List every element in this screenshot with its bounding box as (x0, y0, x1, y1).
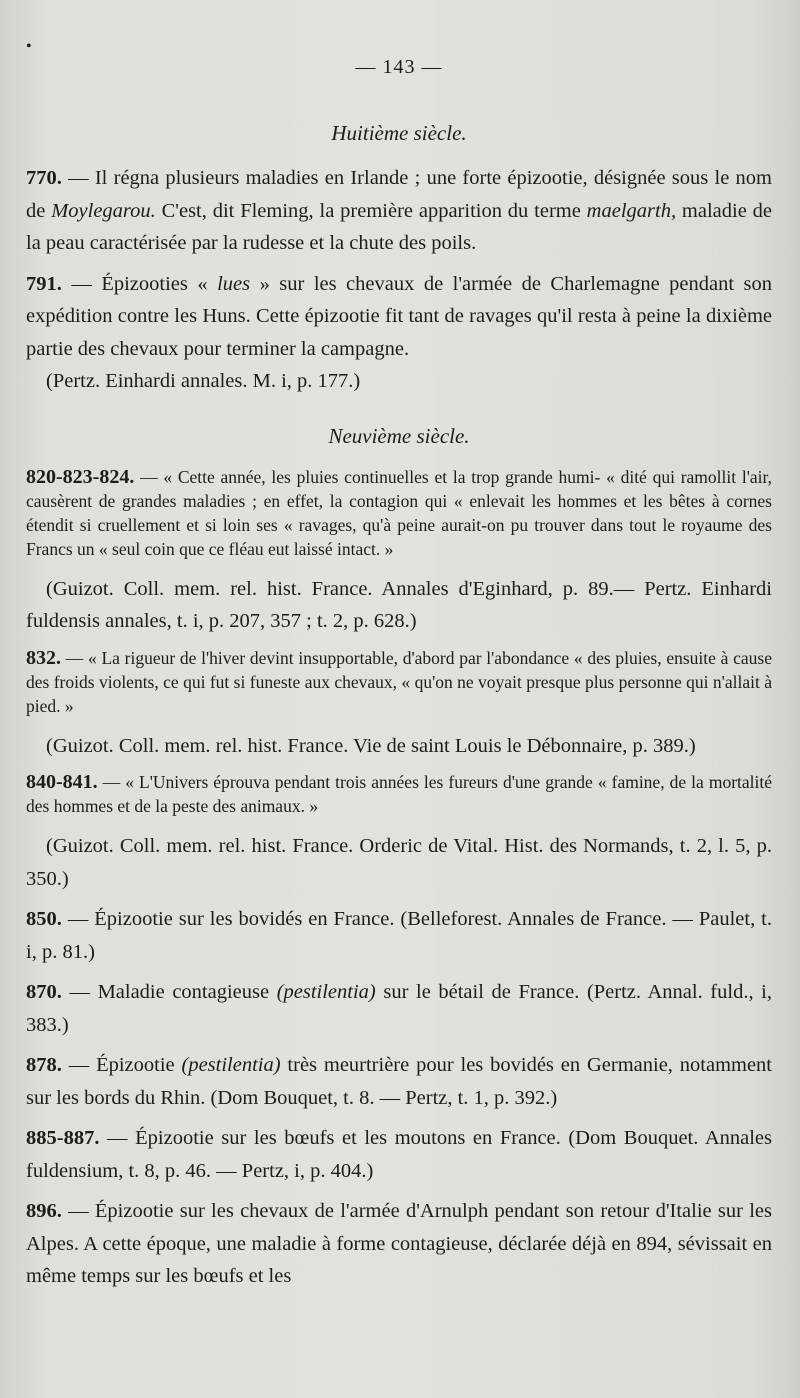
entry-text: sur le bétail de France. (Pertz. Annal. fuld., i, 383.) (26, 981, 772, 1036)
entry-number: 791. (26, 272, 62, 295)
entry-870 (26, 976, 772, 1041)
entry-text: très meurtrière pour les bovidés en Germanie, notamment sur les bords du Rhin. (Dom Bouquet, t. 8. — Pertz, t. 1, p. 392.) (26, 1054, 772, 1109)
entry-number: 840-841. (26, 771, 98, 793)
entry-840-source: (Guizot. Coll. mem. rel. hist. France. Orderic de Vital. Hist. des Normands, t. 2, l. 5, p. 350.) (26, 835, 772, 890)
entry-italic-term: lues (217, 272, 251, 295)
entry-820-source: (Guizot. Coll. mem. rel. hist. France. Annales d'Eginhard, p. 89.— Pertz. Einhardi fuldensis annales, t. i, p. 207, 357 ; t. 2, p. 628.) (26, 577, 772, 632)
entry-885-887 (26, 1122, 772, 1187)
entry-text: maladie de la peau caractérisée par la rudesse et la chute des poils. (26, 199, 773, 254)
entry-quote-text: — « La rigueur de l'hiver devint insupportable, d'abord par l'abondance « des pluies, ensuite à cause des froids violents, ce qui fut si funeste aux chevaux, « qu'on ne voyait presque plus personne qui n'allait à pied. » (26, 647, 772, 716)
entry-text: — Épizootie sur les bœufs et les moutons en France. (Dom Bouquet. Annales fuldensium, t. 8, p. 46. — Pertz, i, p. 404.) (26, 1127, 772, 1182)
entry-italic-term: Moylegarou. (51, 199, 156, 222)
entry-770 (26, 162, 772, 260)
entry-number: 820-823-824. (26, 465, 135, 488)
entry-791-source: (Pertz. Einhardi annales. M. i, p. 177.) (46, 370, 361, 392)
entry-text: — Épizootie (61, 1054, 182, 1076)
entry-832-source: (Guizot. Coll. mem. rel. hist. France. Vie de saint Louis le Débonnaire, p. 389.) (46, 734, 696, 757)
entry-896 (26, 1195, 772, 1293)
entry-number: 832. (26, 646, 61, 669)
entry-878 (26, 1049, 772, 1114)
entry-number: 896. (26, 1200, 62, 1222)
entry-italic-term: (pestilentia) (276, 981, 376, 1003)
entry-791 (26, 268, 772, 366)
entry-number: 850. (26, 908, 62, 930)
entry-number: 870. (26, 981, 62, 1003)
entry-850 (26, 903, 772, 968)
entry-820-823-824 (26, 465, 772, 561)
entry-840-841 (26, 770, 772, 818)
entry-text: » sur les chevaux de l'armée de Charlemagne pendant son expédition contre les Huns. Cette épizootie fit tant de ravages qu'il resta à peine la dixième partie des chevaux pour terminer la campagne. (26, 272, 773, 360)
entry-number: 878. (26, 1054, 62, 1076)
entry-text: — Épizooties « (61, 272, 218, 295)
entry-text: C'est, dit Fleming, la première apparition du terme (155, 199, 587, 222)
entry-number: 770. (26, 167, 62, 189)
section-heading-ninth-century: Neuvième siècle. (328, 423, 470, 448)
entry-832 (26, 646, 772, 718)
entry-number: 885-887. (26, 1127, 100, 1149)
entry-quote-text: — « Cette année, les pluies continuelles et la trop grande humi- « dité qui ramollit l'air, causèrent de grandes maladies ; en effet, la contagion qui « enlevait les hommes et les bêtes à cornes étendit si cruellement et si loin ses « ravages, qu'à peine aurait-on pu trouver dans tout le royaume des Francs un « seul coin que ce fléau eut laissé intact. » (26, 466, 772, 559)
entry-text: — Il régna plusieurs maladies en Irlande ; une forte épizootie, désignée sous le nom de (26, 167, 772, 222)
entry-text: — Épizootie sur les bovidés en France. (Belleforest. Annales de France. — Paulet, t. i, p. 81.) (26, 908, 772, 963)
entry-text: — Épizootie sur les chevaux de l'armée d'Arnulph pendant son retour d'Italie sur les Alpes. A cette époque, une maladie à forme contagieuse, déclarée déjà en 894, sévissait en même temps sur les bœufs et les (26, 1200, 772, 1287)
entry-text: — Maladie contagieuse (61, 981, 277, 1003)
page-number: — 143 — (355, 56, 443, 78)
entry-italic-term: maelgarth, (586, 199, 677, 222)
entry-italic-term: (pestilentia) (181, 1054, 281, 1076)
entry-quote-text: — « L'Univers éprouva pendant trois années les fureurs d'une grande « famine, de la mortalité des hommes et de la peste des animaux. » (26, 772, 772, 816)
section-heading-eighth-century: Huitième siècle. (331, 121, 467, 145)
ink-speck: • (26, 38, 32, 55)
